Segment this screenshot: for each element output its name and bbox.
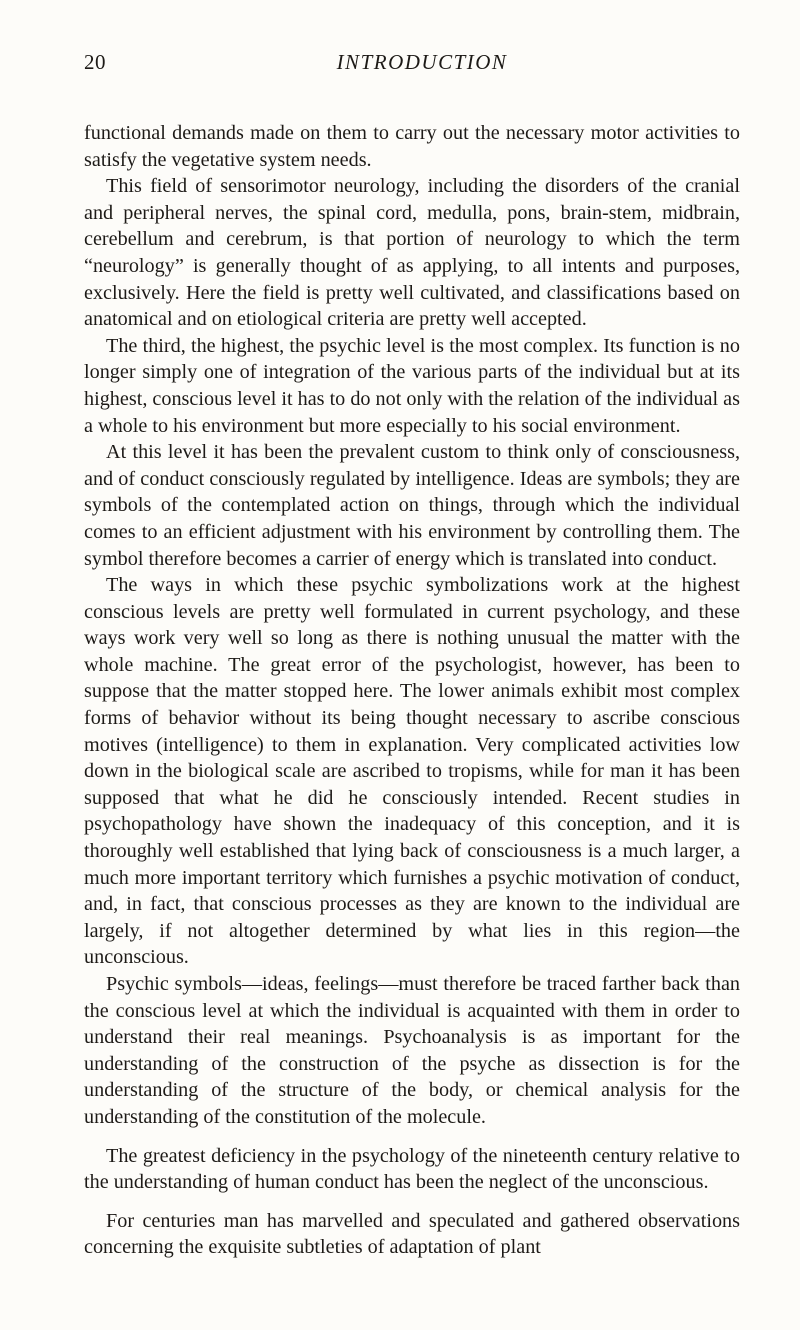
paragraph: The third, the highest, the psychic level is the most complex. Its function is no longer simply one of integration of the various parts of the individual but at its highest, conscious level it has to do not only with the relation of the individual as a whole to his environment but more especially to his social environment. xyxy=(84,334,740,437)
body-text xyxy=(84,120,740,1261)
paragraph: The greatest deficiency in the psychology of the nineteenth century relative to the understanding of human conduct has been the neglect of the unconscious. xyxy=(84,1144,740,1194)
paragraph: For centuries man has marvelled and speculated and gathered observations concerning the exquisite subtleties of adaptation of plant xyxy=(84,1209,740,1259)
paragraph: The ways in which these psychic symbolizations work at the highest conscious levels are pretty well formulated in current psychology, and these ways work very well so long as there is nothing unusual the matter with the whole machine. The great error of the psychologist, however, has been to suppose that the matter stopped here. The lower animals exhibit most complex forms of behavior without its being thought necessary to ascribe conscious motives (intelligence) to them in explanation. Very complicated activities low down in the biological scale are ascribed to tropisms, while for man it has been supposed that what he did he consciously intended. Recent studies in psychopathology have shown the inadequacy of this conception, and it is thoroughly well established that lying back of consciousness is a much larger, a much more important territory which furnishes a psychic motivation of conduct, and, in fact, that conscious processes as they are known to the individual are largely, if not altogether determined by what lies in this region—the unconscious. xyxy=(84,574,740,969)
paragraph: At this level it has been the prevalent custom to think only of consciousness, and of conduct consciously regulated by intelligence. Ideas are symbols; they are symbols of the contemplated action on things, through which the individual comes to an efficient adjustment with his environment by controlling them. The symbol therefore becomes a carrier of energy which is translated into conduct. xyxy=(84,441,740,570)
paragraph: Psychic symbols—ideas, feelings—must therefore be traced farther back than the conscious level at which the individual is acquainted with them in order to understand their real meanings. Psychoanalysis is as important for the understanding of the construction of the psyche as dissection is for the understanding of the structure of the body, or chemical analysis for the understanding of the constitution of the molecule. xyxy=(84,973,740,1128)
running-title: INTRODUCTION xyxy=(336,50,508,74)
page-number: 20 xyxy=(84,50,106,74)
running-head xyxy=(84,50,740,84)
paragraph-continued: functional demands made on them to carry out the necessary motor activities to satisfy the vegetative system needs. xyxy=(84,122,740,171)
paragraph: This field of sensorimotor neurology, including the disorders of the cranial and peripheral nerves, the spinal cord, medulla, pons, brain-stem, midbrain, cerebellum and cerebrum, is that portion of neurology to which the term “neurology” is generally thought of as applying, to all intents and purposes, exclusively. Here the field is pretty well cultivated, and classifications based on anatomical and on etiological criteria are pretty well accepted. xyxy=(84,175,740,331)
